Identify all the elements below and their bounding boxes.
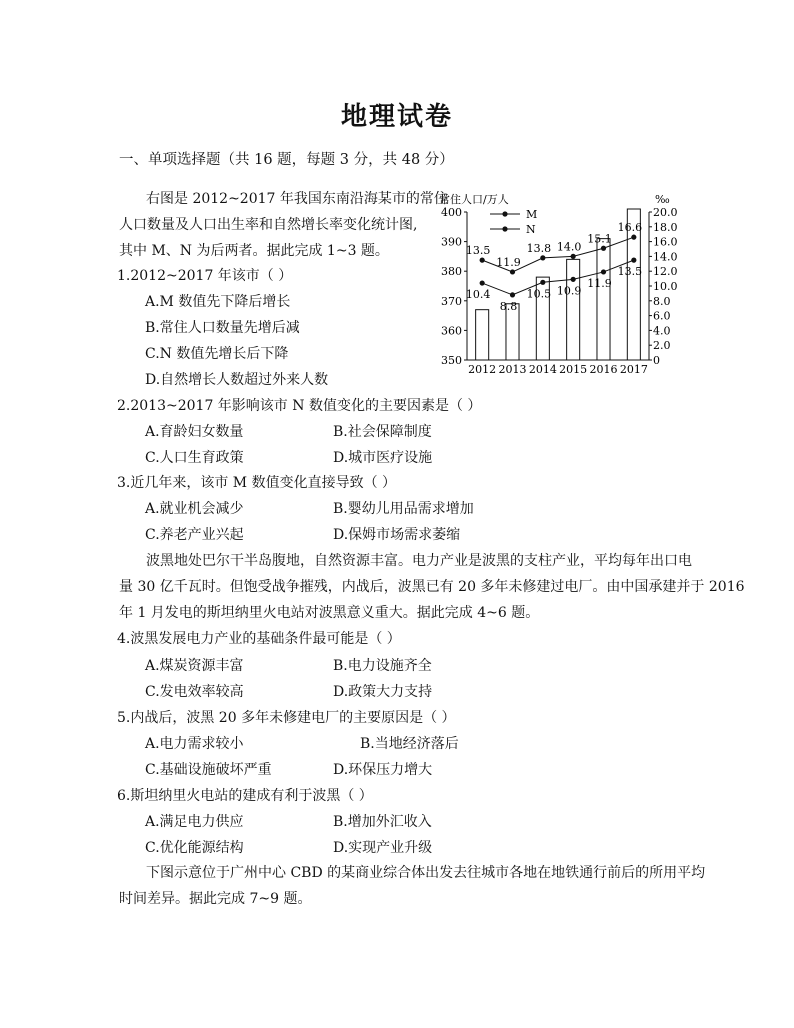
left-tick-label: 390 <box>441 235 462 249</box>
legend-label-N: N <box>526 223 536 236</box>
right-tick-label: 12.0 <box>653 265 678 279</box>
series-M-point <box>601 246 606 251</box>
intro1-line-3: 其中 M、N 为后两者。据此完成 1~3 题。 <box>119 243 389 259</box>
question-2-option-b[interactable]: B.社会保障制度 <box>333 424 432 440</box>
question-5-stem: 5.内战后，波黑 20 多年未修建电厂的主要原因是（ ） <box>117 710 456 726</box>
left-axis-title: 常住人口/万人 <box>439 193 509 206</box>
series-M-data-label: 13.8 <box>526 241 552 255</box>
question-5-option-a[interactable]: A.电力需求较小 <box>145 736 244 752</box>
question-6-option-d[interactable]: D.实现产业升级 <box>333 840 433 856</box>
question-6-option-a[interactable]: A.满足电力供应 <box>145 814 244 830</box>
question-1-stem: 1.2012~2017 年该市（ ） <box>117 268 293 284</box>
question-1-option-c[interactable]: C.N 数值先增长后下降 <box>145 346 289 362</box>
x-tick-label: 2013 <box>498 363 527 376</box>
series-M-point <box>540 255 545 260</box>
question-3-option-c[interactable]: C.养老产业兴起 <box>145 527 244 543</box>
right-tick-label: 6.0 <box>653 309 671 323</box>
series-N-data-label: 10.5 <box>526 287 552 301</box>
series-M-data-label: 15.1 <box>587 232 612 246</box>
series-N-point <box>601 269 606 274</box>
question-6-option-c[interactable]: C.优化能源结构 <box>145 840 244 856</box>
intro3-line-2: 时间差异。据此完成 7~9 题。 <box>119 891 312 907</box>
question-3-option-a[interactable]: A.就业机会减少 <box>145 501 244 517</box>
right-tick-label: 20.0 <box>653 206 678 219</box>
question-2-option-a[interactable]: A.育龄妇女数量 <box>145 424 244 440</box>
x-tick-label: 2016 <box>589 363 618 376</box>
question-6-stem: 6.斯坦纳里火电站的建成有利于波黑（ ） <box>117 788 373 804</box>
x-tick-label: 2012 <box>468 363 497 376</box>
question-3-option-d[interactable]: D.保姆市场需求萎缩 <box>333 527 461 543</box>
series-N-point <box>510 292 515 297</box>
intro2-line-2: 量 30 亿千瓦时。但饱受战争摧残，内战后，波黑已有 20 多年未修建过电厂。由中国承建并于 2016 <box>119 579 745 595</box>
question-5-option-b[interactable]: B.当地经济落后 <box>360 736 459 752</box>
intro3-line-1: 下图示意位于广州中心 CBD 的某商业综合体出发去往城市各地在地铁通行前后的所用平均 <box>146 865 706 881</box>
question-1-option-b[interactable]: B.常住人口数量先增后减 <box>145 320 300 336</box>
intro2-line-3: 年 1 月发电的斯坦纳里火电站对波黑意义重大。据此完成 4~6 题。 <box>119 605 540 621</box>
series-N-data-label: 11.9 <box>587 276 612 290</box>
right-tick-label: 18.0 <box>653 220 678 234</box>
population-bar <box>476 310 489 360</box>
question-1-option-d[interactable]: D.自然增长人数超过外来人数 <box>145 372 329 388</box>
question-5-option-c[interactable]: C.基础设施破坏严重 <box>145 762 272 778</box>
series-N-point <box>480 280 485 285</box>
question-3-stem: 3.近几年来，该市 M 数值变化直接导致（ ） <box>117 475 397 491</box>
series-N-point <box>571 277 576 282</box>
x-tick-label: 2015 <box>559 363 588 376</box>
right-axis-title: ‰ <box>655 193 670 206</box>
series-M-data-label: 14.0 <box>556 240 582 254</box>
question-6-option-b[interactable]: B.增加外汇收入 <box>333 814 432 830</box>
intro1-line-1: 右图是 2012~2017 年我国东南沿海某市的常住 <box>146 191 448 207</box>
question-4-stem: 4.波黑发展电力产业的基础条件最可能是（ ） <box>117 631 401 647</box>
left-tick-label: 380 <box>441 265 462 279</box>
right-tick-label: 8.0 <box>653 294 671 308</box>
page-title: 地理试卷 <box>340 102 453 132</box>
right-tick-label: 10.0 <box>653 280 678 293</box>
intro2-line-1: 波黑地处巴尔干半岛腹地，自然资源丰富。电力产业是波黑的支柱产业，平均每年出口电 <box>146 553 692 569</box>
legend-marker-N <box>502 226 507 231</box>
question-1-option-a[interactable]: A.M 数值先下降后增长 <box>145 294 291 310</box>
series-M-data-label: 16.6 <box>617 221 643 235</box>
x-tick-label: 2014 <box>528 363 557 376</box>
section-heading: 一、单项选择题（共 16 题，每题 3 分，共 48 分） <box>119 152 454 168</box>
left-tick-label: 360 <box>441 324 462 338</box>
question-3-option-b[interactable]: B.婴幼儿用品需求增加 <box>333 501 474 517</box>
legend-marker-M <box>502 211 507 216</box>
series-M-point <box>571 254 576 259</box>
series-M-point <box>631 235 636 240</box>
question-2-option-c[interactable]: C.人口生育政策 <box>145 450 244 466</box>
legend-label-M: M <box>526 208 538 221</box>
series-M-data-label: 11.9 <box>496 255 521 269</box>
left-tick-label: 370 <box>441 294 462 308</box>
x-tick-label: 2017 <box>619 363 648 376</box>
question-5-option-d[interactable]: D.环保压力增大 <box>333 762 433 778</box>
right-tick-label: 0 <box>653 354 660 367</box>
series-M-point <box>480 258 485 263</box>
question-4-option-a[interactable]: A.煤炭资源丰富 <box>145 658 244 674</box>
question-4-option-b[interactable]: B.电力设施齐全 <box>333 658 432 674</box>
series-N-data-label: 8.8 <box>499 299 518 313</box>
chart-plot-area <box>441 206 678 376</box>
series-N-data-label: 13.5 <box>617 265 643 279</box>
question-4-option-d[interactable]: D.政策大力支持 <box>333 684 433 700</box>
population-chart <box>430 188 690 380</box>
right-tick-label: 14.0 <box>653 250 678 264</box>
question-2-stem: 2.2013~2017 年影响该市 N 数值变化的主要因素是（ ） <box>117 398 482 414</box>
right-tick-label: 16.0 <box>653 235 678 249</box>
question-4-option-c[interactable]: C.发电效率较高 <box>145 684 244 700</box>
series-N-point <box>631 258 636 263</box>
right-tick-label: 4.0 <box>653 324 671 338</box>
population-bar <box>597 239 610 360</box>
series-N-point <box>540 280 545 285</box>
intro1-line-2: 人口数量及人口出生率和自然增长率变化统计图, <box>119 217 418 233</box>
question-2-option-d[interactable]: D.城市医疗设施 <box>333 450 433 466</box>
right-tick-label: 2.0 <box>653 339 671 353</box>
series-M-data-label: 13.5 <box>465 244 491 258</box>
series-N-data-label: 10.4 <box>465 288 491 302</box>
series-M-point <box>510 269 515 274</box>
series-N-data-label: 10.9 <box>556 284 582 298</box>
left-tick-label: 400 <box>441 206 462 219</box>
left-tick-label: 350 <box>441 354 462 367</box>
population-bar <box>567 259 580 360</box>
